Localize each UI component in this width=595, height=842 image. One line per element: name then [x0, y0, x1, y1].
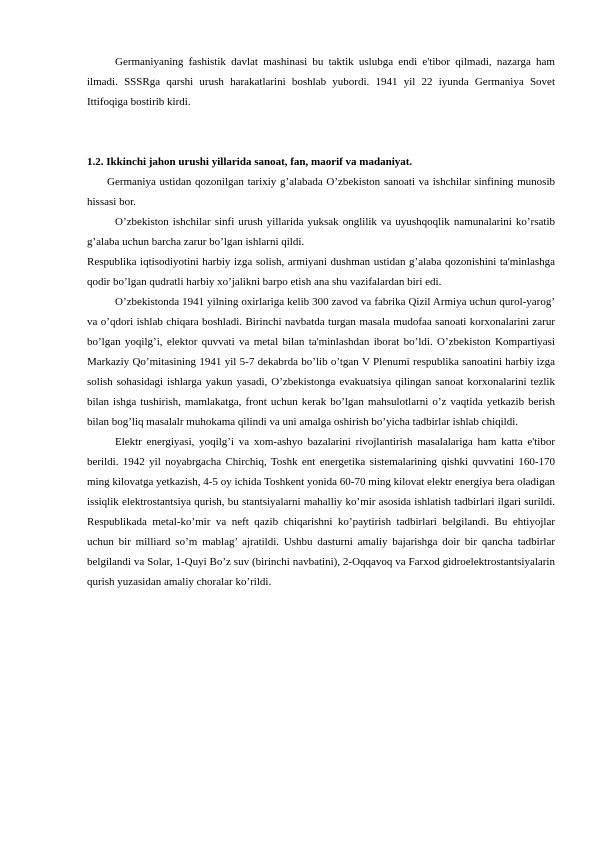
body-paragraph-5: Elektr energiyasi, yoqilg’i va xom-ashyo bazalarini rivojlantirish masalalariga ham katta e'tibor berildi. 1942 yil noyabrgacha Chirchiq, Toshk ent energetika sistemalarining qishki quvvatini 160-170 ming kilovatga yetkazish, 4-5 oy ichida Toshkent yonida 60-70 ming kilovat elektr energiya bera oladigan issiqlik elektrostantsiya qurish, bu stantsiyalarni mahalliy ko’mir asosida ishlatish tadbirlari ilgari surildi. Respublikada metal-ko’mir va neft qazib chiqarishni ko’paytirish tadbirlari belgilandi. Bu ehtiyojlar uchun bir milliard so’m mablag’ ajratildi. Ushbu dasturni amaliy bajarishga doir bir qancha tadbirlar belgilandi va Solar, 1-Quyi Bo’z suv (birinchi navbatini), 2-Oqqavoq va Farxod gidroelektrostantsiyalarin qurish yuzasidan amaliy choralar ko’rildi.	[87, 436, 555, 588]
document-page	[87, 52, 555, 592]
section-heading: 1.2. Ikkinchi jahon urushi yillarida sanoat, fan, maorif va madaniyat.	[87, 156, 413, 168]
body-paragraph-4: O’zbekistonda 1941 yilning oxirlariga kelib 300 zavod va fabrika Qizil Armiya uchun qurol-yarog’ va o’qdori ishlab chiqara boshladi. Birinchi navbatda turgan masala mudofaa sanoati korxonalarini zarur bo’lgan yoqilg’i, elektor quvvati va metal bilan ta'minlashdan iborat bo’ldi. O’zbekiston Kompartiyasi Markaziy Qo’mitasining 1941 yil 5-7 dekabrda bo’lib o’tgan V Plenumi respublika sanoatini harbiy izga solish sohasidagi ishlarga yakun yasadi, O’zbekistonga evakuatsiya qilingan sanoat korxonalarini tezlik bilan ishga tushirish, mamlakatga, front uchun kerak bo’lgan mahsulotlarni o’z vaqtida yetkazib berish bilan bog’liq masalalr muhokama qilindi va uni amalga oshirish bo’yicha tadbirlar ishlab chiqildi.	[87, 296, 555, 428]
body-paragraph-1: Germaniya ustidan qozonilgan tarixiy g’alabada O’zbekiston sanoati va ishchilar sinfining munosib hissasi bor.	[87, 176, 555, 208]
spacer	[87, 112, 555, 132]
body-paragraph-2: O’zbekiston ishchilar sinfi urush yillarida yuksak onglilik va uyushqoqlik namunalarini ko’rsatib g’alaba uchun barcha zarur bo’lgan ishlarni qildi.	[87, 216, 555, 248]
body-paragraph-3: Respublika iqtisodiyotini harbiy izga solish, armiyani dushman ustidan g’alaba qozonishini ta'minlashga qodir bo’lgan qudratli harbiy xo’jalikni barpo etish ana shu vazifalardan biri edi.	[87, 256, 555, 288]
intro-paragraph: Germaniyaning fashistik davlat mashinasi bu taktik uslubga endi e'tibor qilmadi, nazarga ham ilmadi. SSSRga qarshi urush harakatlarini boshlab yubordi. 1941 yil 22 iyunda Germaniya Sovet Ittifoqiga bostirib kirdi.	[87, 56, 555, 108]
spacer	[87, 132, 555, 152]
